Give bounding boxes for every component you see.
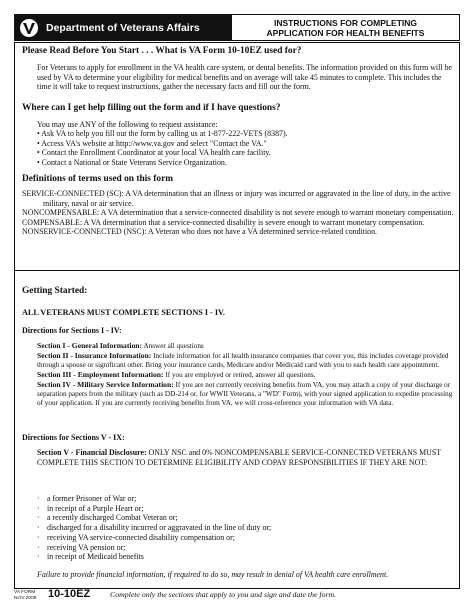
intro-heading: Please Read Before You Start . . . What is VA Form 10-10EZ used for? <box>22 46 302 56</box>
definition-item: SERVICE-CONNECTED (SC): A VA determination that an illness or injury was incurred or aggravated in the line of duty, in the active military, naval or air service. <box>22 189 451 208</box>
section-title: Section I - General Information: <box>37 341 143 350</box>
exemption-item: · receiving VA service-connected disability compensation or; <box>37 532 235 542</box>
title-line-2: APPLICATION FOR HEALTH BENEFITS <box>266 28 425 38</box>
section-text: If you are not currently receiving benefits from VA, you may attach a copy of your discharge or separation papers from the military (such as DD-214 or, for WWII Veterans, a "WD" Form), with your signed application to expedite processing of your application. If you are currently receiving benefits from VA, we will cross-reference your information with VA data. <box>37 381 453 407</box>
instructions-page <box>14 14 460 601</box>
exemption-item: · a recently discharged Combat Veteran or; <box>37 513 178 523</box>
section-5-title: Section V - Financial Disclosure: <box>37 448 147 457</box>
help-item: • Contact the Enrollment Coordinator at your local VA health care facility. <box>37 148 271 158</box>
definition-item: COMPENSABLE: A VA determination that a service-connected disability is severe enough to warrant monetary compensation. <box>22 217 425 227</box>
directions-sections-5-9: Directions for Sections V - IX: <box>22 433 125 442</box>
help-item: • Access VA's website at http://www.va.gov and select "Contact the VA." <box>37 138 267 148</box>
help-item: • Contact a National or State Veterans Service Organization. <box>37 157 227 167</box>
definitions-list <box>22 189 454 237</box>
section-title: Section IV - Military Service Information: <box>37 380 174 389</box>
title-line-1: INSTRUCTIONS FOR COMPLETING <box>273 18 418 28</box>
exemption-item: · in receipt of a Purple Heart or; <box>37 503 144 513</box>
department-name: Department of Veterans Affairs <box>46 21 200 34</box>
getting-started-heading: Getting Started: <box>22 286 88 296</box>
exemption-item: · in receipt of Medicaid benefits <box>37 552 144 562</box>
form-label-line-2: NOV 2009 <box>14 595 37 601</box>
section-text: If you are employed or retired, answer all questions. <box>163 371 316 379</box>
page-header <box>14 14 460 41</box>
exemption-list <box>37 494 271 562</box>
definitions-heading: Definitions of terms used on this form <box>22 174 174 184</box>
content-frame <box>14 42 460 589</box>
definition-item: NONSERVICE-CONNECTED (NSC): A Veteran who does not have a VA determined service-related condition. <box>22 227 378 237</box>
sections-1-4-list <box>37 341 453 408</box>
form-label <box>14 590 36 601</box>
va-seal-icon <box>18 17 40 39</box>
exemption-item: · a former Prisoner of War or; <box>37 494 137 503</box>
section-title: Section II - Insurance Information: <box>37 351 152 360</box>
form-label-line-1: VA FORM <box>14 590 36 595</box>
intro-body: For Veterans to apply for enrollment in the VA health care system, or dental benefits. The information provided on this form will be used by VA to determine your eligibility for medical benefits and on average will take 45 minutes to complete. This includes the time it will take to request instructions, gather the necessary facts and fill out the form. <box>37 63 452 92</box>
department-banner <box>14 14 232 41</box>
section-item <box>37 370 453 380</box>
section-text: Answer all questions <box>142 342 204 350</box>
exemption-item: · discharged for a disability incurred or aggravated in the line of duty or; <box>37 523 272 533</box>
all-veterans-notice: ALL VETERANS MUST COMPLETE SECTIONS I - IV. <box>22 308 225 317</box>
directions-sections-1-4: Directions for Sections I - IV: <box>22 326 122 335</box>
exemption-item: · receiving VA pension or; <box>37 542 126 552</box>
section-item <box>37 351 453 370</box>
form-number: 10-10EZ <box>48 588 91 600</box>
section-title: Section III - Employment Information: <box>37 370 164 379</box>
section-5-financial <box>37 448 453 467</box>
section-divider <box>15 270 459 271</box>
document-title <box>232 14 460 41</box>
failure-note: Failure to provide financial information, if required to do so, may result in denial of VA health care enrollment. <box>37 570 389 579</box>
section-item <box>37 341 453 351</box>
footer-note: Complete only the sections that apply to you and sign and date the form. <box>110 590 337 599</box>
section-text: Include information for all health insurance companies that cover you, this includes coverage provided through a spouse or significant other. Bring your insurance cards, Medicare and/or Medicaid card with you to each health care appointment. <box>37 352 449 369</box>
section-5-text: ONLY NSC and 0% NONCOMPENSABLE SERVICE-CONNECTED VETERANS MUST COMPLETE THIS SECTION TO DETERMINE ELIGIBILITY AND COPAY RESPONSIBILITIES IF THEY ARE NOT: <box>37 448 441 467</box>
page-footer <box>14 588 460 602</box>
help-heading: Where can I get help filling out the form and if I have questions? <box>22 103 281 113</box>
definition-item: NONCOMPENSABLE: A VA determination that a service-connected disability is not severe enough to warrant monetary compensation. <box>22 208 454 218</box>
help-list <box>37 129 288 167</box>
help-item: • Ask VA to help you fill out the form by calling us at 1-877-222-VETS (8387). <box>37 129 288 138</box>
help-lead: You may use ANY of the following to request assistance: <box>37 120 218 129</box>
section-item <box>37 380 453 408</box>
